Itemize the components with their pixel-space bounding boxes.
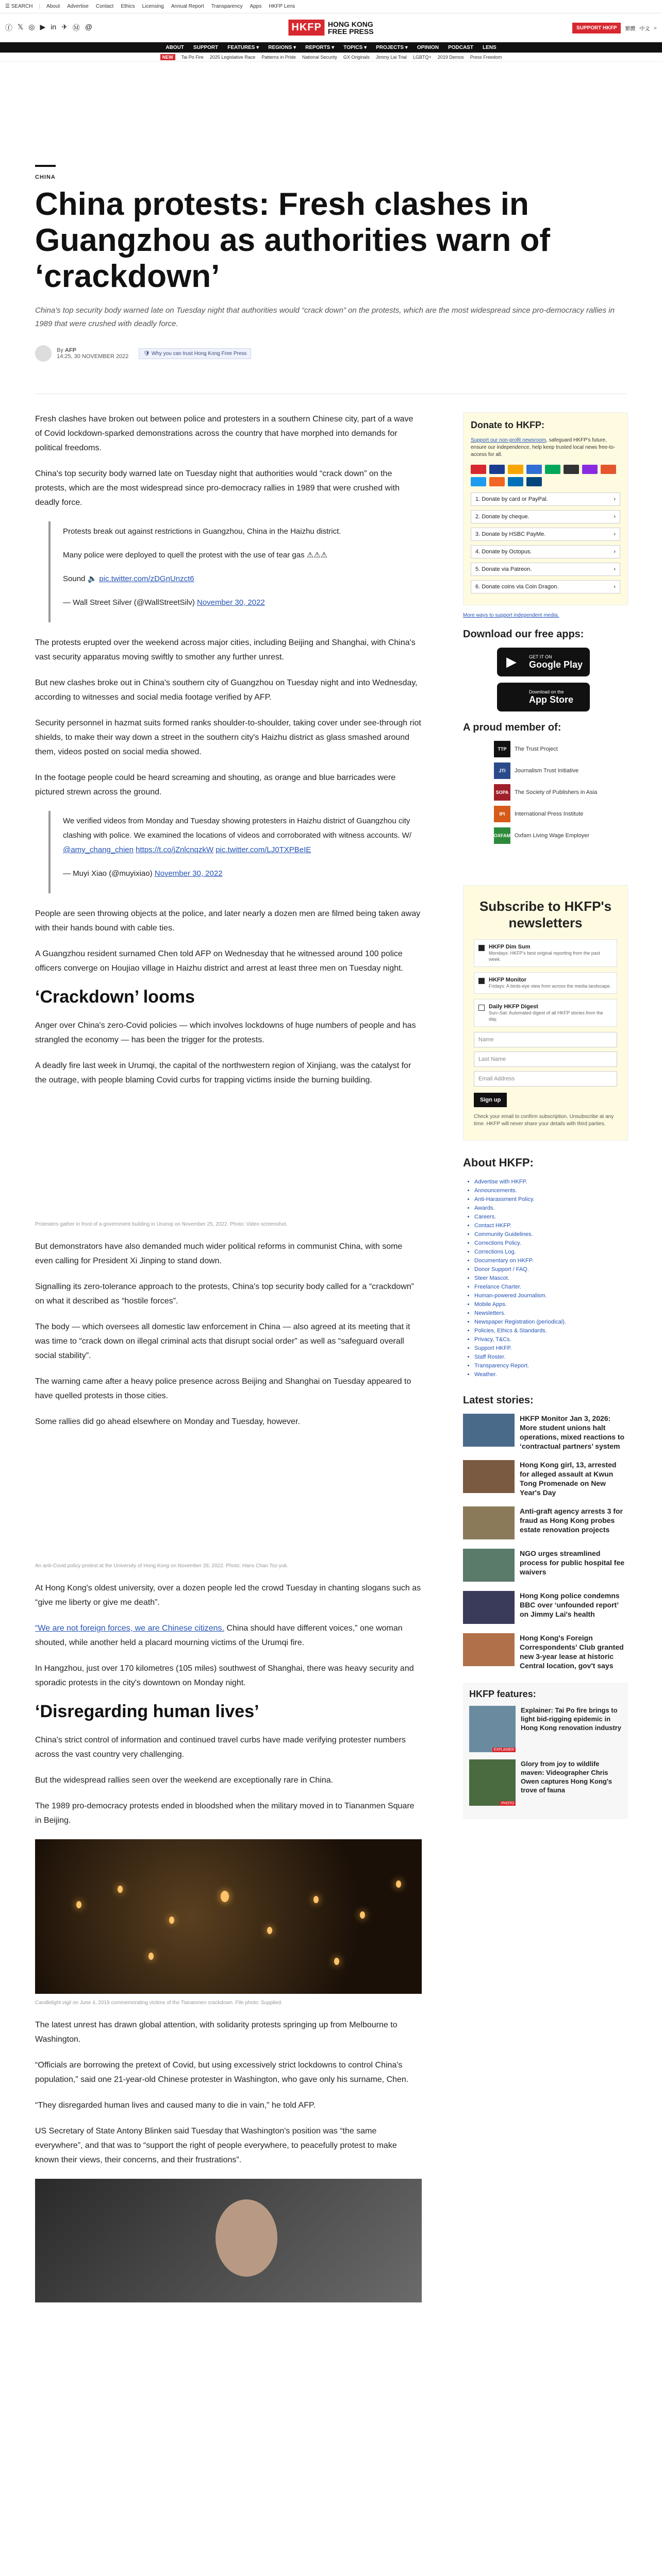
paragraph: Security personnel in hazmat suits formed ranks shoulder-to-shoulder, taking cover under see-through riot shields, to make their way down a street in the southern city's Haizhu district as glass smashed around them, videos posted on social media showed. bbox=[35, 719, 421, 756]
candle-flame bbox=[360, 1911, 365, 1919]
newsletter-name: HKFP Monitor bbox=[489, 977, 527, 983]
candle-flame bbox=[148, 1953, 154, 1960]
social-icons bbox=[5, 23, 92, 33]
feature-tag: EXPLAINER bbox=[492, 1748, 516, 1752]
about-link[interactable]: • Anti-Harassment Policy. bbox=[474, 1195, 628, 1204]
candlelight-vigil-photo bbox=[35, 1839, 422, 1994]
feature-card[interactable] bbox=[469, 1706, 622, 1752]
image-caption: Candlelight vigil on June 4, 2019 commemorating victims of the Tiananmen crackdown. File photo: Supplied. bbox=[35, 2000, 283, 2006]
trust-label: Why you can trust Hong Kong Free Press bbox=[151, 350, 247, 357]
donate-option-label: 2. Donate by cheque. bbox=[475, 514, 529, 520]
paragraph bbox=[35, 1621, 422, 1650]
paragraph: But new clashes broke out in China's southern city of Guangzhou on Tuesday night and into Wednesday, according to witnesses and social media footage verified by AFP. bbox=[35, 679, 418, 702]
member-name: International Press Institute bbox=[515, 811, 584, 817]
story-thumbnail bbox=[463, 1591, 515, 1624]
instagram-icon[interactable]: ◎ bbox=[28, 23, 35, 31]
story-thumbnail bbox=[463, 1549, 515, 1582]
utility-link-advertise[interactable]: Advertise bbox=[67, 4, 89, 9]
logo-name bbox=[328, 21, 374, 35]
section-heading: ‘Disregarding human lives’ bbox=[35, 1702, 259, 1721]
about-link[interactable]: • Documentary on HKFP. bbox=[474, 1257, 628, 1265]
donate-option-label: 3. Donate by HSBC PayMe. bbox=[475, 531, 546, 537]
checkbox[interactable] bbox=[478, 1005, 485, 1011]
donate-option-label: 6. Donate coins via Coin Dragon. bbox=[475, 584, 559, 590]
member-name: Journalism Trust Initiative bbox=[515, 768, 579, 774]
youtube-icon[interactable]: ▶ bbox=[40, 23, 46, 31]
paragraph: At Hong Kong's oldest university, over a dozen people led the crowd Tuesday in chanting slogans such as “give me liberty or give me death”. bbox=[35, 1584, 421, 1607]
ipi-logo: IPI bbox=[494, 806, 510, 822]
paragraph: Signalling its zero-tolerance approach to the protests, China's top security body called for a “crackdown” on what it described as “hostile forces”. bbox=[35, 1282, 414, 1306]
more-ways-link[interactable]: More ways to support independent media. bbox=[463, 613, 559, 618]
chevron-right-icon: › bbox=[614, 566, 616, 572]
about-link[interactable]: • Human-powered Journalism. bbox=[474, 1292, 628, 1300]
donate-text-rest: , safeguard HKFP's future, ensure our independence, help keep trusted local news free-to-access for all. bbox=[471, 437, 616, 457]
donate-link[interactable]: Support our non-profit newsroom bbox=[471, 437, 547, 443]
brand-actions bbox=[572, 23, 657, 33]
about-link[interactable]: • Support HKFP. bbox=[474, 1344, 628, 1353]
facebook-icon[interactable]: ⓕ bbox=[5, 24, 12, 32]
member-oxfam[interactable] bbox=[494, 827, 628, 844]
paragraph: The protests erupted over the weekend across major cities, including Beijing and Shanghai, with China's vast security apparatus moving swiftly to smother any further unrest. bbox=[35, 638, 416, 662]
about-link[interactable]: • Mobile Apps. bbox=[474, 1300, 628, 1309]
video-embed-placeholder bbox=[35, 1440, 422, 1569]
donate-box bbox=[463, 412, 628, 605]
story-thumbnail bbox=[463, 1633, 515, 1666]
newsletter-name: HKFP Dim Sum bbox=[489, 944, 531, 950]
about-link[interactable]: • Corrections Policy. bbox=[474, 1239, 628, 1248]
paragraph: The 1989 pro-democracy protests ended in bloodshed when the military moved in to Tiananmen Square in Beijing. bbox=[35, 1802, 415, 1825]
sopa-logo: SOPA bbox=[494, 784, 510, 801]
hkfp-logo[interactable] bbox=[288, 20, 373, 36]
newsletter-desc: Fridays: A birds-eye view from across the media landscape. bbox=[489, 984, 611, 989]
list-item[interactable] bbox=[463, 1506, 628, 1539]
list-item[interactable] bbox=[463, 1414, 628, 1451]
donate-option[interactable] bbox=[471, 510, 620, 523]
donate-option[interactable] bbox=[471, 545, 620, 558]
trending-item[interactable]: GX Originals bbox=[343, 54, 370, 60]
story-thumbnail bbox=[463, 1506, 515, 1539]
chevron-right-icon: › bbox=[614, 514, 616, 520]
about-link[interactable]: • Newspaper Registration (periodical). bbox=[474, 1318, 628, 1327]
telegram-icon[interactable]: ✈ bbox=[61, 23, 68, 31]
google-play-badge[interactable] bbox=[497, 648, 590, 676]
payment-methods bbox=[471, 465, 620, 486]
newsletter-title: Subscribe to HKFP's newsletters bbox=[479, 899, 612, 930]
nav-opinion[interactable]: OPINION bbox=[417, 44, 439, 50]
search-label: SEARCH bbox=[11, 4, 33, 9]
about-link[interactable]: • Newsletters. bbox=[474, 1309, 628, 1318]
paragraph: Fresh clashes have broken out between police and protesters in a southern Chinese city, part of a wave of Covid lockdown-sparked demonstrations across the country that have morphed into demands for political freedoms. bbox=[35, 415, 413, 452]
paragraph: People are seen throwing objects at the police, and later nearly a dozen men are filmed being taken away with their hands bound with cable ties. bbox=[35, 909, 421, 933]
tweet-text bbox=[63, 572, 422, 586]
newsletter-note: Check your email to confirm subscription. Unsubscribe at any time. HKFP will never share your details with third parties. bbox=[474, 1114, 614, 1127]
list-item[interactable] bbox=[463, 1591, 628, 1624]
embedded-tweet bbox=[48, 811, 422, 893]
member-logos bbox=[494, 741, 628, 844]
trending-bar bbox=[0, 53, 662, 62]
brand-bar bbox=[0, 13, 662, 42]
support-hkfp-button[interactable]: SUPPORT HKFP bbox=[572, 23, 621, 33]
byline-text: By AFP 14:25, 30 NOVEMBER 2022 bbox=[57, 347, 129, 360]
member-ipi[interactable] bbox=[494, 806, 628, 822]
donate-text bbox=[471, 437, 620, 459]
quote-link[interactable]: “We are not foreign forces, we are Chinese citizens. bbox=[35, 1624, 224, 1633]
threads-icon[interactable]: @ bbox=[85, 23, 93, 31]
paragraph: But the widespread rallies seen over the weekend are exceptionally rare in China. bbox=[35, 1776, 334, 1785]
paragraph-rest: China should have different voices,” one woman shouted, while another held a placard mourning victims of the Urumqi fire. bbox=[35, 1624, 403, 1647]
payment-icon bbox=[471, 477, 486, 486]
candle-flame bbox=[76, 1901, 81, 1908]
tweet-text: Protests break out against restrictions in Guangzhou, China in the Haizhu district. bbox=[63, 527, 341, 536]
donate-option[interactable] bbox=[471, 580, 620, 594]
member-name: The Society of Publishers in Asia bbox=[515, 789, 598, 795]
header-rule bbox=[35, 165, 56, 167]
story-thumbnail bbox=[463, 1414, 515, 1447]
payment-icon bbox=[545, 465, 560, 474]
tweet-footer bbox=[63, 867, 422, 881]
candle-flame bbox=[118, 1886, 123, 1893]
chevron-right-icon: › bbox=[614, 531, 616, 537]
chevron-right-icon: › bbox=[614, 549, 616, 555]
candle-flame bbox=[169, 1917, 174, 1924]
app-store-badge[interactable] bbox=[497, 683, 590, 711]
chevron-right-icon: › bbox=[614, 496, 616, 502]
tweet-sound: Sound 🔈 bbox=[63, 574, 100, 583]
chinese-site-link[interactable]: 中文 bbox=[639, 26, 650, 32]
search-icon[interactable]: ⌕ bbox=[654, 25, 657, 31]
about-link[interactable]: • Announcements. bbox=[474, 1187, 628, 1195]
trending-new-badge: NEW bbox=[160, 54, 175, 60]
paragraph: The body — which oversees all domestic law enforcement in China — also agreed at its meeting that it was time to “crack down on illegal criminal acts that disrupt social order” as well as “safeguard overall social stability”. bbox=[35, 1323, 410, 1360]
trending-item[interactable]: Press Freedom bbox=[470, 54, 502, 60]
story-title: Hong Kong's Foreign Correspondents' Club granted new 3-year lease at historic Central location, gov't says bbox=[520, 1634, 624, 1670]
jti-logo: JTI bbox=[494, 762, 510, 779]
payment-icon bbox=[471, 465, 486, 474]
paragraph: In Hangzhou, just over 170 kilometres (105 miles) southwest of Shanghai, there was heavy security and sporadic protests in the city's downtown on Monday night. bbox=[35, 1664, 414, 1687]
donate-option-label: 4. Donate by Octopus. bbox=[475, 549, 532, 555]
trust-project-logo: TTP bbox=[494, 741, 510, 757]
paragraph: “Officials are borrowing the pretext of Covid, but using excessively strict lockdowns to control China's population,” said one 21-year-old Chinese protester in Washington, who gave only his surname, Chen. bbox=[35, 2061, 409, 2084]
author-name[interactable]: AFP bbox=[64, 347, 76, 353]
donate-title: Donate to HKFP: bbox=[471, 420, 544, 430]
video-embed-placeholder bbox=[35, 1099, 422, 1228]
member-title: A proud member of: bbox=[463, 722, 561, 733]
nav-about[interactable]: ABOUT bbox=[166, 44, 184, 50]
newsletter-option[interactable] bbox=[474, 999, 617, 1027]
payment-icon bbox=[526, 477, 542, 486]
paragraph: But demonstrators have also demanded much wider political reforms in communist China, with some even calling for President Xi Jinping to stand down. bbox=[35, 1242, 403, 1265]
tweet-date-link[interactable]: November 30, 2022 bbox=[154, 869, 223, 878]
twitter-icon[interactable]: 𝕏 bbox=[18, 23, 24, 31]
paragraph: A deadly fire last week in Urumqi, the capital of the northwestern region of Xinjiang, was the catalyst for the outrage, with people blaming Covid curbs for trapping victims inside the burning building. bbox=[35, 1061, 411, 1084]
chevron-right-icon: › bbox=[614, 584, 616, 590]
about-link[interactable]: • Freelance Charter. bbox=[474, 1283, 628, 1292]
about-link[interactable]: • Contact HKFP. bbox=[474, 1222, 628, 1230]
story-title: NGO urges streamlined process for public hospital fee waivers bbox=[520, 1549, 625, 1576]
mastodon-icon[interactable]: Ⓜ bbox=[72, 24, 80, 32]
tweet-url-link[interactable]: https://t.co/jZnlcnqzkW bbox=[136, 845, 214, 854]
about-link[interactable]: • Privacy, T&Cs. bbox=[474, 1335, 628, 1344]
nav-lens[interactable]: LENS bbox=[482, 44, 496, 50]
latest-stories bbox=[463, 1395, 628, 1670]
nav-projects[interactable]: PROJECTS ▾ bbox=[376, 44, 408, 50]
nav-podcast[interactable]: PODCAST bbox=[448, 44, 473, 50]
payment-icon bbox=[526, 465, 542, 474]
donate-option[interactable] bbox=[471, 493, 620, 506]
tweet-text bbox=[63, 814, 422, 857]
newsletter-name: Daily HKFP Digest bbox=[489, 1004, 538, 1010]
paragraph: A Guangzhou resident surnamed Chen told AFP on Wednesday that he witnessed around 100 police officers converge on Houjiao village in Haizhu district and arrest at least three men on Tuesday night. bbox=[35, 950, 403, 973]
about-section bbox=[463, 1156, 628, 1379]
list-item[interactable] bbox=[463, 1633, 628, 1670]
language-toggle[interactable]: 繁體 bbox=[625, 26, 636, 32]
paragraph: The latest unrest has drawn global attention, with solidarity protests springing up from Melbourne to Washington. bbox=[35, 2021, 398, 2044]
candle-flame bbox=[267, 1927, 272, 1934]
article-lede: China's top security body warned late on Tuesday night that authorities would “crack down” on the protests, which are the most widespread since pro-democracy rallies in 1989 that were crushed with deadly force. bbox=[35, 306, 615, 328]
oxfam-logo: OXFAM bbox=[494, 827, 510, 844]
feature-title: Glory from joy to wildlife maven: Videographer Chris Owen captures Hong Kong's trove of fauna bbox=[521, 1760, 613, 1794]
story-title: HKFP Monitor Jan 3, 2026: More student unions halt operations, mixed reactions to ‘contractual partners’ system bbox=[520, 1414, 625, 1450]
payment-icon bbox=[601, 465, 616, 474]
candle-flame bbox=[221, 1891, 229, 1902]
utility-link-licensing[interactable]: Licensing bbox=[142, 4, 164, 9]
payment-icon bbox=[508, 477, 523, 486]
image-caption: An anti-Covid policy protest at the University of Hong Kong on November 28, 2022. Photo: Hans Chan Tsz-yuk. bbox=[35, 1563, 289, 1569]
logo-line1: HONG KONG bbox=[327, 20, 373, 28]
email-field[interactable]: Email Address bbox=[474, 1071, 617, 1087]
linkedin-icon[interactable]: in bbox=[51, 23, 57, 31]
paragraph: US Secretary of State Antony Blinken said Tuesday that Washington's position was “the same everywhere”, and that was to “support the right of people everywhere, to peacefully protest to make known their views, their concerns, and their frustrations”. bbox=[35, 2127, 397, 2164]
blinken-photo bbox=[35, 2179, 422, 2302]
logo-mark: HKFP bbox=[288, 20, 324, 36]
search-link[interactable]: ☰ SEARCH bbox=[5, 4, 33, 9]
story-title: Hong Kong police condemns BBC over ‘unfounded report’ on Jimmy Lai's health bbox=[520, 1591, 620, 1618]
portrait-figure bbox=[216, 2199, 277, 2277]
paragraph: Some rallies did go ahead elsewhere on Monday and Tuesday, however. bbox=[35, 1417, 300, 1426]
utility-links bbox=[46, 4, 295, 9]
candle-flame bbox=[396, 1880, 401, 1888]
member-name: The Trust Project bbox=[515, 746, 558, 752]
story-thumbnail bbox=[463, 1460, 515, 1493]
google-play-icon: ▶ bbox=[506, 654, 517, 669]
image-caption: Protesters gather in front of a government building in Urumqi on November 25, 2022. Photo: Video screenshot. bbox=[35, 1222, 288, 1227]
member-sopa[interactable] bbox=[494, 784, 628, 801]
about-link[interactable]: • Community Guidelines. bbox=[474, 1230, 628, 1239]
apps-title: Download our free apps: bbox=[463, 629, 584, 640]
tweet-author: — Wall Street Silver (@WallStreetSilv) bbox=[63, 598, 195, 607]
nav-support[interactable]: SUPPORT bbox=[193, 44, 219, 50]
article-headline: China protests: Fresh clashes in Guangzhou as authorities warn of ‘crackdown’ bbox=[35, 187, 550, 294]
tweet-pic-link[interactable]: pic.twitter.com/zDGnUnzct6 bbox=[99, 574, 194, 583]
feature-tag: PHOTO bbox=[500, 1801, 516, 1806]
about-link[interactable]: • Weather. bbox=[474, 1370, 628, 1379]
list-item[interactable] bbox=[463, 1549, 628, 1582]
story-title: Anti-graft agency arrests 3 for fraud as Hong Kong probes estate renovation projects bbox=[520, 1507, 623, 1534]
tweet-date-link[interactable]: November 30, 2022 bbox=[197, 598, 265, 607]
trending-item[interactable]: Jimmy Lai Trial bbox=[375, 54, 407, 60]
trust-button[interactable]: 🛡 Why you can trust Hong Kong Free Press bbox=[139, 348, 251, 359]
about-link[interactable]: • Advertise with HKFP. bbox=[474, 1178, 628, 1187]
about-link[interactable]: • Awards. bbox=[474, 1204, 628, 1213]
features-section bbox=[463, 1683, 628, 1819]
member-trust-project[interactable] bbox=[494, 741, 628, 757]
sidebar bbox=[463, 412, 628, 1819]
badge-top: GET IT ON bbox=[529, 654, 552, 659]
tweet-text: Many police were deployed to quell the protest with the use of tear gas ⚠⚠⚠ bbox=[63, 551, 328, 560]
trending-item[interactable]: Tai Po Fire bbox=[181, 54, 204, 60]
section-heading: ‘Crackdown’ looms bbox=[35, 987, 195, 1007]
trending-item[interactable]: LGBTQ+ bbox=[412, 54, 432, 60]
member-jti[interactable] bbox=[494, 762, 628, 779]
feature-card[interactable] bbox=[469, 1759, 622, 1806]
tweet-footer bbox=[63, 596, 422, 610]
payment-icon bbox=[489, 477, 505, 486]
about-link[interactable]: • Staff Roster. bbox=[474, 1353, 628, 1362]
tweet-pic-link[interactable]: pic.twitter.com/LJ0TXPBeIE bbox=[216, 845, 311, 854]
feature-thumbnail bbox=[469, 1706, 516, 1752]
nav-topics[interactable]: TOPICS ▾ bbox=[343, 44, 367, 50]
badge-bottom: Google Play bbox=[529, 659, 583, 670]
utility-link-contact[interactable]: Contact bbox=[95, 4, 114, 9]
about-link[interactable]: • Corrections Log. bbox=[474, 1248, 628, 1257]
about-link[interactable]: • Transparency Report. bbox=[474, 1362, 628, 1370]
last-name-field[interactable]: Last Name bbox=[474, 1052, 617, 1067]
main-nav bbox=[0, 42, 662, 53]
checkbox[interactable] bbox=[478, 945, 485, 951]
paragraph: The warning came after a heavy police presence across Beijing and Shanghai on Tuesday appeared to have quelled protests in those cities. bbox=[35, 1377, 411, 1400]
embedded-tweet bbox=[48, 521, 422, 622]
payment-icon bbox=[582, 465, 598, 474]
article-body bbox=[35, 412, 422, 2302]
newsletter-desc: Mondays: HKFP's best original reporting from the past week. bbox=[489, 951, 600, 962]
byline bbox=[35, 345, 627, 362]
latest-title: Latest stories: bbox=[463, 1395, 534, 1406]
newsletter-option[interactable] bbox=[474, 972, 617, 994]
utility-link-annual-report[interactable]: Annual Report bbox=[171, 4, 204, 9]
utility-link-ethics[interactable]: Ethics bbox=[121, 4, 135, 9]
article-header bbox=[0, 165, 662, 362]
badge-top: Download on the bbox=[529, 689, 564, 694]
feature-title: Explainer: Tai Po fire brings to light bid-rigging epidemic in Hong Kong renovation industry bbox=[521, 1706, 621, 1732]
tweet-mention-link[interactable]: @amy_chang_chien bbox=[63, 845, 134, 854]
top-utility-bar bbox=[0, 0, 662, 13]
badge-bottom: App Store bbox=[529, 694, 574, 705]
feature-thumbnail bbox=[469, 1759, 516, 1806]
utility-link-about[interactable]: About bbox=[46, 4, 60, 9]
logo-line2: FREE PRESS bbox=[327, 27, 374, 36]
newsletter-desc: Sun–Sat: Automated digest of all HKFP stories from the day. bbox=[489, 1010, 603, 1022]
about-link[interactable]: • Careers. bbox=[474, 1213, 628, 1222]
about-title: About HKFP: bbox=[463, 1156, 534, 1169]
article-category[interactable]: CHINA bbox=[35, 174, 56, 180]
features-title: HKFP features: bbox=[469, 1689, 536, 1699]
tweet-author: — Muyi Xiao (@muyixiao) bbox=[63, 869, 153, 878]
utility-link-lens[interactable]: HKFP Lens bbox=[269, 4, 295, 9]
payment-icon bbox=[489, 465, 505, 474]
checkbox[interactable] bbox=[478, 978, 485, 984]
newsletter-option[interactable] bbox=[474, 939, 617, 967]
donate-option-label: 5. Donate via Patreon. bbox=[475, 566, 532, 572]
tweet-body: We verified videos from Monday and Tuesday showing protesters in Haizhu district of Guangzhou city clashing with police. We examined the locations of videos and corroborated with witness accounts. W/ bbox=[63, 817, 411, 840]
about-link[interactable]: • Steer Mascot. bbox=[474, 1274, 628, 1283]
about-link[interactable]: • Donor Support / FAQ. bbox=[474, 1265, 628, 1274]
candle-flame bbox=[334, 1958, 339, 1965]
signup-button[interactable]: Sign up bbox=[474, 1093, 507, 1107]
donate-option-label: 1. Donate by card or PayPal. bbox=[475, 496, 548, 502]
donate-option[interactable] bbox=[471, 528, 620, 541]
divider: | bbox=[39, 4, 41, 9]
paragraph: Anger over China's zero-Covid policies — which involves lockdowns of huge numbers of people and has strangled the economy — has been the trigger for the protests. bbox=[35, 1021, 416, 1044]
list-item[interactable] bbox=[463, 1460, 628, 1497]
nav-reports[interactable]: REPORTS ▾ bbox=[305, 44, 335, 50]
about-links bbox=[463, 1178, 628, 1379]
payment-icon bbox=[508, 465, 523, 474]
trending-item[interactable]: National Security bbox=[302, 54, 337, 60]
name-field[interactable]: Name bbox=[474, 1032, 617, 1047]
payment-icon bbox=[564, 465, 579, 474]
donate-option[interactable] bbox=[471, 563, 620, 576]
paragraph: China's top security body warned late on Tuesday night that authorities would “crack down” on the protests, which are the most widespread since pro-democracy rallies in 1989 that were crushed with deadly force. bbox=[35, 469, 400, 507]
paragraph: “They disregarded human lives and caused many to die in vain,” he told AFP. bbox=[35, 2101, 316, 2110]
member-name: Oxfam Living Wage Employer bbox=[515, 833, 590, 839]
trending-item[interactable]: 2025 Legislative Race bbox=[209, 54, 256, 60]
paragraph: In the footage people could be heard screaming and shouting, as orange and blue barricades were pictured strewn across the ground. bbox=[35, 773, 396, 796]
candle-flame bbox=[313, 1896, 319, 1903]
nav-regions[interactable]: REGIONS ▾ bbox=[268, 44, 296, 50]
newsletter-box bbox=[463, 885, 628, 1141]
paragraph: China's strict control of information and continued travel curbs have made verifying protester numbers across the vast country very challenging. bbox=[35, 1736, 406, 1759]
utility-link-apps[interactable]: Apps bbox=[250, 4, 262, 9]
utility-link-transparency[interactable]: Transparency bbox=[211, 4, 243, 9]
avatar bbox=[35, 345, 52, 362]
nav-features[interactable]: FEATURES ▾ bbox=[227, 44, 259, 50]
trending-item[interactable]: 2019 Demos bbox=[437, 54, 464, 60]
publish-date: 14:25, 30 NOVEMBER 2022 bbox=[57, 353, 129, 360]
about-link[interactable]: • Policies, Ethics & Standards. bbox=[474, 1327, 628, 1335]
story-title: Hong Kong girl, 13, arrested for alleged assault at Kwun Tong Promenade on New Year's Day bbox=[520, 1461, 617, 1497]
trending-item[interactable]: Patterns in Pride bbox=[261, 54, 296, 60]
